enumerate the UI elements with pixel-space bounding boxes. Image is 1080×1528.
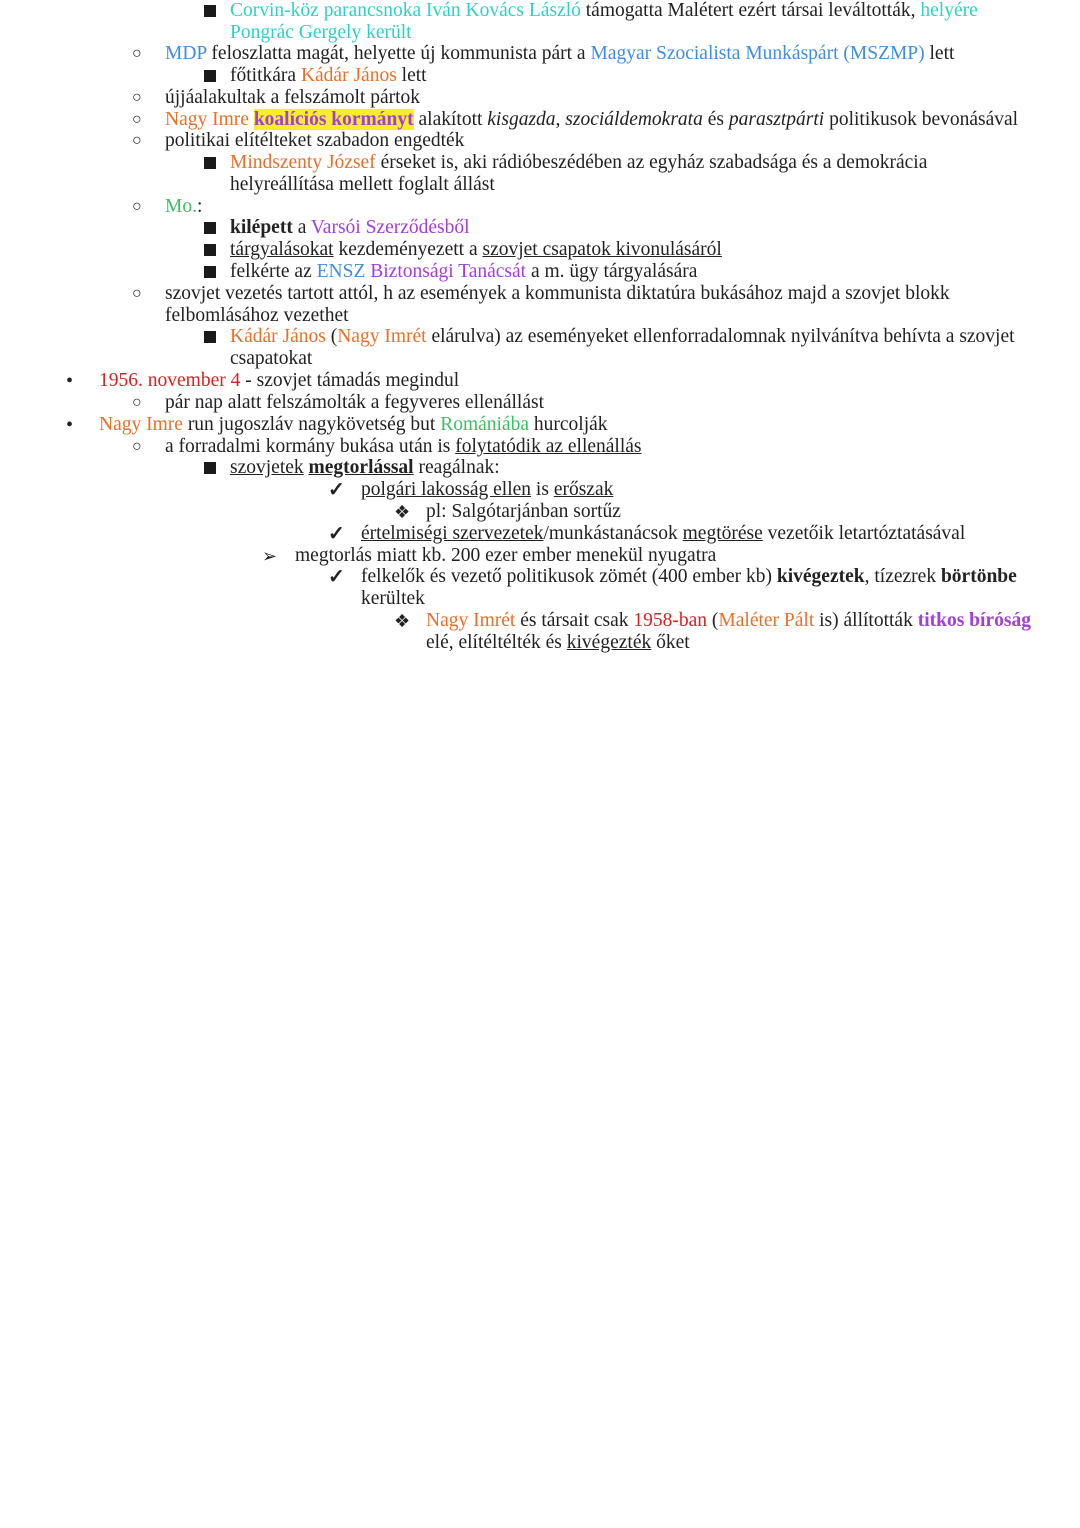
place-name: Romániába (440, 414, 529, 435)
text-run: ( (707, 610, 719, 631)
line-text (230, 217, 470, 239)
person-name: Nagy Imrét (426, 610, 516, 631)
line-text (295, 545, 716, 567)
bold-term: börtönbe (940, 566, 1017, 587)
text-run: , tízezrek (864, 566, 941, 587)
text-run: politikusok bevonásával (824, 109, 1019, 130)
text-run: , (555, 109, 566, 130)
text-run: politikai elítélteket szabadon engedték (165, 130, 465, 151)
text-run: újjáalakultak a felszámolt pártok (165, 87, 421, 108)
organization-name: Biztonsági Tanácsát (370, 261, 527, 282)
line-text (230, 22, 412, 44)
text-run: lett (924, 43, 955, 64)
underlined-term: polgári lakosság ellen (361, 479, 532, 500)
text-run: helyére (920, 0, 978, 21)
text-run: elárulva) az eseményeket ellenforradalomnak nyilvánítva behívta a szovjet (426, 326, 1015, 347)
bold-underlined-term: megtorlással (308, 457, 414, 478)
checkmark-icon: ✓ (328, 566, 345, 588)
text-run: hurcolják (529, 414, 608, 435)
underlined-term: megtörése (682, 523, 763, 544)
highlighted-term: koalíciós kormányt (253, 109, 414, 130)
line-text (230, 65, 427, 87)
circle-bullet-icon: ○ (132, 111, 142, 128)
line-text (165, 305, 349, 327)
line-text (230, 0, 978, 22)
person-name: Maléter Pált (718, 610, 815, 631)
date: 1958-ban (633, 610, 708, 631)
underlined-term: értelmiségi szervezetek (361, 523, 544, 544)
square-bullet-icon (204, 457, 216, 480)
line-text (426, 501, 621, 523)
text-run: főtitkára (230, 65, 301, 86)
line-text (99, 370, 459, 392)
square-bullet-icon (204, 0, 216, 23)
line-text (361, 588, 425, 610)
treaty-name: Varsói Szerződésből (310, 217, 470, 238)
underlined-term: tárgyalásokat (230, 239, 334, 260)
line-text (165, 109, 1018, 131)
text-run: is (531, 479, 554, 500)
text-run: kezdeményezett a (333, 239, 483, 260)
text-run: a (292, 217, 311, 238)
italic-term: kisgazda (487, 109, 556, 130)
underlined-term: kivégezték (566, 632, 652, 653)
line-text (230, 261, 697, 283)
text-run: a m. ügy tárgyalására (526, 261, 698, 282)
text-run: őket (651, 632, 690, 653)
section-label: Mo. (165, 196, 197, 217)
arrow-bullet-icon: ➢ (262, 546, 278, 566)
italic-term: parasztpárti (728, 109, 825, 130)
text-run: : (196, 196, 203, 217)
text-run: feloszlatta magát, helyette új kommunista párt a (206, 43, 591, 64)
square-bullet-icon (204, 239, 216, 262)
line-text (230, 326, 1015, 348)
square-bullet-icon (204, 152, 216, 175)
line-text (426, 610, 1031, 632)
text-run: megtorlás miatt kb. 200 ezer ember menekül nyugatra (295, 545, 717, 566)
party-name: Magyar Szocialista Munkáspárt (MSZMP) (590, 43, 925, 64)
checkmark-icon: ✓ (328, 523, 345, 545)
line-text (165, 87, 420, 109)
checkmark-icon: ✓ (328, 479, 345, 501)
line-text (230, 348, 312, 370)
organization-name: ENSZ (316, 261, 366, 282)
circle-bullet-icon: ○ (132, 394, 142, 411)
text-run: támogatta Malétert ezért társai leváltották, (580, 0, 921, 21)
underlined-term: szovjet csapatok kivonulásáról (482, 239, 722, 260)
text-run: és társait csak (515, 610, 634, 631)
person-name: Nagy Imre (99, 414, 183, 435)
line-text (230, 239, 722, 261)
text-run: felkelők és vezető politikusok zömét (400 ember kb) (361, 566, 777, 587)
text-run: is) állították (814, 610, 918, 631)
text-run: alakított (413, 109, 488, 130)
circle-bullet-icon: ○ (132, 438, 142, 455)
text-run: felbomlásához vezethet (165, 305, 349, 326)
line-text (230, 174, 495, 196)
line-text (99, 414, 608, 436)
person-name: Kádár János (230, 326, 326, 347)
square-bullet-icon (204, 261, 216, 284)
line-text (165, 196, 202, 218)
person-name: Mindszenty József (230, 152, 376, 173)
circle-bullet-icon: ○ (132, 45, 142, 62)
text-run: ( (325, 326, 338, 347)
text-run: felkérte az (230, 261, 317, 282)
diamond-bullet-icon: ❖ (394, 611, 411, 631)
underlined-term: erőszak (553, 479, 614, 500)
italic-term: szociáldemokrata (565, 109, 703, 130)
bold-term: titkos bíróság (917, 610, 1031, 631)
bullet-icon: • (66, 370, 74, 392)
bullet-icon: • (66, 414, 74, 436)
line-text (230, 457, 500, 479)
line-text (165, 283, 950, 305)
text-run: csapatokat (230, 348, 313, 369)
circle-bullet-icon: ○ (132, 198, 142, 215)
line-text (361, 523, 965, 545)
person-name: Pongrác Gergely került (230, 22, 412, 43)
underlined-term: szovjetek (230, 457, 304, 478)
text-run: helyreállítása mellett foglalt állást (230, 174, 495, 195)
line-text (165, 130, 464, 152)
text-run: pár nap alatt felszámolták a fegyveres ellenállást (165, 392, 544, 413)
text-run: /munkástanácsok (543, 523, 683, 544)
text-run: lett (396, 65, 427, 86)
line-text (230, 152, 927, 174)
person-name: Corvin-köz parancsnoka Iván Kovács László (230, 0, 581, 21)
text-run: vezetőik letartóztatásával (762, 523, 966, 544)
circle-bullet-icon: ○ (132, 285, 142, 302)
person-name: Kádár János (300, 65, 397, 86)
bold-term: kivégeztek (776, 566, 865, 587)
person-name: Nagy Imrét (337, 326, 427, 347)
text-run: szovjet vezetés tartott attól, h az események a kommunista diktatúra bukásához majd a szovjet blokk (165, 283, 950, 304)
text-run: run jugoszláv nagykövetség but (182, 414, 441, 435)
text-run: - szovjet támadás megindul (240, 370, 460, 391)
date: 1956. november 4 (99, 370, 241, 391)
line-text (165, 43, 954, 65)
text-run: reagálnak: (413, 457, 500, 478)
circle-bullet-icon: ○ (132, 132, 142, 149)
underlined-term: folytatódik az ellenállás (455, 436, 642, 457)
text-run: kerültek (361, 588, 425, 609)
diamond-bullet-icon: ❖ (394, 502, 411, 522)
person-name: Nagy Imre (165, 109, 249, 130)
line-text (361, 479, 613, 501)
line-text (165, 392, 544, 414)
line-text (426, 632, 690, 654)
text-run: a forradalmi kormány bukása után is (165, 436, 456, 457)
line-text (361, 566, 1017, 588)
circle-bullet-icon: ○ (132, 89, 142, 106)
text-run: elé, elítéltélték és (426, 632, 567, 653)
square-bullet-icon (204, 65, 216, 88)
square-bullet-icon (204, 326, 216, 349)
square-bullet-icon (204, 217, 216, 240)
text-run: érseket is, aki rádióbeszédében az egyház szabadsága és a demokrácia (375, 152, 928, 173)
party-name: MDP (165, 43, 207, 64)
text-run: és (702, 109, 729, 130)
bold-term: kilépett (230, 217, 293, 238)
line-text (165, 436, 642, 458)
text-run: pl: Salgótarjánban sortűz (426, 501, 621, 522)
